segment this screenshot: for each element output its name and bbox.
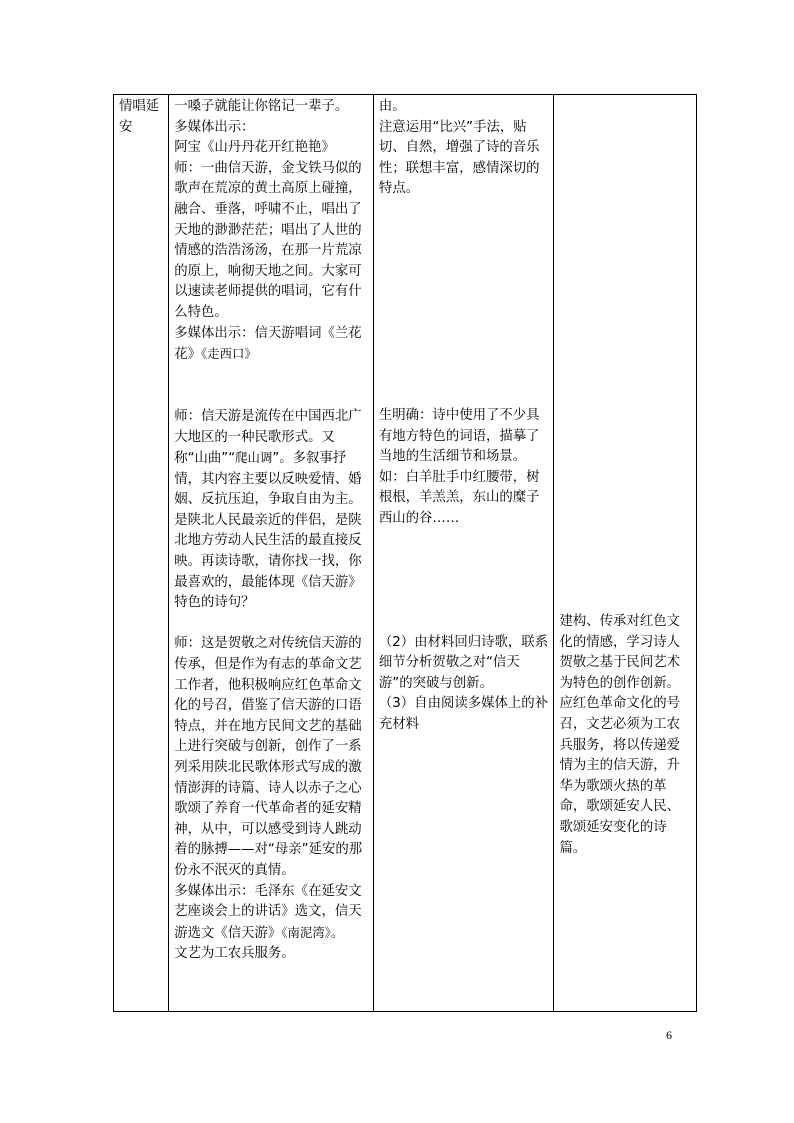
teacher-text-3a: 师：信天游是流传在中国西北广大地区的一种民歌形式。又称“山曲”“	[174, 408, 362, 467]
multimedia-lyrics	[174, 324, 368, 366]
lesson-plan-table	[113, 94, 697, 1012]
multimedia-lyrics-extra: 《走西口》	[200, 346, 257, 362]
spacer	[174, 614, 368, 635]
table-row	[114, 95, 697, 1012]
student-text-4: 如：白羊肚手巾红腰带，树根根，羊羔羔，东山的糜子西山的谷……	[378, 469, 540, 526]
student-text-2: 注意运用“比兴”手法，贴切、自然，增强了诗的音乐性；联想丰富，感情深切的特点。	[378, 119, 540, 197]
spacer	[379, 530, 549, 633]
student-text-6: （3）自由阅读多媒体上的补充材料	[378, 696, 549, 732]
section-label-cell	[114, 95, 169, 1012]
teacher-text-4: 师：这是贺敬之对传统信天游的传承，但是作为有志的革命文艺工作者，他积极响应红色革命文化的号召，借鉴了信天游的口语特点，并在地方民间文艺的基础上进行突破与创新，创作了一系列采用陕北民歌体形式写成的激情澎湃的诗篇、诗人以赤子之心歌颂了养育一代革命者的延安精神，从中，可以感受到诗人跳动着的脉搏——对“母亲”延安的那份永不泯灭的真情。	[174, 636, 363, 878]
spacer	[379, 200, 549, 406]
teacher-text-2: 师：一曲信天游，金戈铁马似的歌声在荒凉的黄土高原上碰撞，融合、垂落，呼啸不止，唱出了天地的渺渺茫茫；唱出了人世的情感的浩浩汤汤，在那一片荒凉的原上，响彻天地之间。大家可以速读老师提供的唱词，它有什么特色。	[174, 160, 362, 320]
teacher-text-3	[174, 407, 368, 614]
student-text-1: 由。	[378, 99, 406, 114]
teacher-activity-cell	[169, 95, 374, 1012]
multimedia-reading	[174, 882, 368, 945]
spacer	[174, 366, 368, 407]
spacer	[559, 97, 691, 612]
student-text-3: 生明确：诗中使用了不少具有地方特色的词语，描摹了当地的生活细节和场景。	[378, 407, 540, 465]
multimedia-reading-a: 多媒体出示：毛泽东《在延安文艺座谈会上的讲话》选文，信天游选文《信天游》	[174, 883, 362, 941]
design-intent-cell	[554, 95, 697, 1012]
page-number: 6	[666, 1028, 672, 1042]
multimedia-reading-b: 《南泥湾》	[281, 924, 331, 940]
section-label: 情唱延安	[119, 99, 160, 135]
teacher-text-5: 文艺为工农兵服务。	[174, 946, 295, 962]
student-text-5: （2）由材料回归诗歌，联系细节分析贺敬之对“信天游”的突破与创新。	[378, 634, 549, 691]
multimedia-reading-c: 。	[330, 925, 345, 941]
design-intent-text: 建构、传承对红色文化的情感，学习诗人贺敬之基于民间艺术为特色的创作创新。应红色革命文化的号召，文艺必须为工农兵服务，将以传递爱情为主的信天游，升华为歌颂火热的革命，歌颂延安人民、歌颂延安变化的诗篇。	[559, 614, 680, 856]
multimedia-label-1: 多媒体出示：	[174, 119, 255, 135]
teacher-text-1: 一嗓子就能让你铭记一辈子。	[174, 99, 349, 114]
teacher-text-3c: ”。多叙事抒情，其内容主要以反映爱情、婚姻、反抗压迫，争取自由为主。是陕北人民最亲近的伴侣，是陕北地方劳动人民生活的最直接反映。再读诗歌，请你找一找，你最喜欢的，最能体现《信天游》特色的诗句？	[174, 451, 362, 611]
student-activity-cell	[373, 95, 554, 1012]
teacher-text-3b: 爬山调	[235, 450, 273, 466]
multimedia-song-1: 阿宝《山丹丹花开红艳艳》	[174, 140, 335, 156]
multimedia-lyrics-text: 多媒体出示：信天游唱词《兰花花》	[174, 325, 362, 363]
